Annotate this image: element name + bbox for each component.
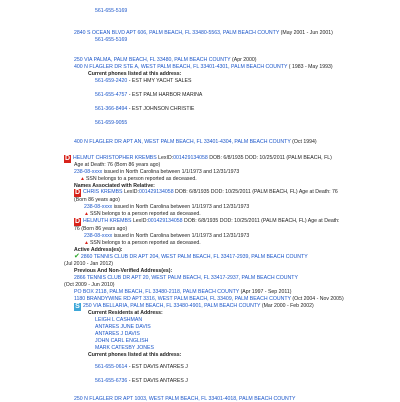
address-dates: (Jul 2010 - Jan 2012) xyxy=(64,261,114,267)
address-dates: (Mar 2000 - Feb 2002) xyxy=(261,303,314,309)
address-dates: (Apr 2000) xyxy=(232,57,257,63)
resident-link[interactable]: MARK CATESBY JONES xyxy=(95,345,154,351)
address-link[interactable]: 400 N FLAGLER DR APT AN, WEST PALM BEACH, FL 33401-4304, PALM BEACH COUNTY xyxy=(74,139,291,145)
address-link[interactable]: 2866 TENNIS CLUB DR APT 20, WEST PALM BEACH, FL 33417-2937, PALM BEACH COUNTY xyxy=(74,275,298,281)
address-link[interactable]: 1180 BRANDYWINE RD APT 3316, WEST PALM BEACH, FL 33409, PALM BEACH COUNTY xyxy=(74,296,291,302)
lexid-label: LexID: xyxy=(123,189,139,195)
address-link[interactable]: PO BOX 2118, PALM BEACH, FL 33480-2118, PALM BEACH COUNTY xyxy=(74,289,240,295)
ssn-link[interactable]: 238-08-xxxx xyxy=(74,169,103,175)
ssn-note: SSN belongs to a person reported as deceased. xyxy=(89,240,201,246)
address-dates: (Oct 2009 - Jun 2010) xyxy=(64,282,115,288)
phone-link[interactable]: 561-655-5169 xyxy=(95,37,128,43)
active-addresses-header: Active Address(es): xyxy=(74,247,123,253)
lexid-link[interactable]: 001429134058 xyxy=(173,155,208,161)
address-dates: (May 2001 - Jun 2001) xyxy=(280,30,333,36)
phones-header: Current phones listed at this address: xyxy=(88,71,182,77)
address-link[interactable]: 250 VIA PALMA, PALM BEACH, FL 33480, PALM BEACH COUNTY xyxy=(74,57,231,63)
phone-owner: - EST HMY YACHT SALES xyxy=(128,78,192,84)
ssn-issued: issued in North Carolina between 1/1/1973 and 12/31/1973 xyxy=(103,169,240,175)
person-name-link[interactable]: HELMUT CHRISTOPHER KREMBS xyxy=(73,155,157,161)
deceased-badge-icon: D xyxy=(74,218,81,225)
phone-owner: - EST DAVIS ANTARES J xyxy=(128,378,188,384)
age-at-death: 76 (Born 86 years ago) xyxy=(74,226,128,232)
person-details: DOB: 6/8/1935 DOD: 10/25/2011 (PALM BEACH, FL) Age at Death: 76 xyxy=(175,189,338,195)
phone-owner: - EST PALM HARBOR MARINA xyxy=(128,92,203,98)
phone-owner: - EST DAVIS ANTARES J xyxy=(128,364,188,370)
resident-link[interactable]: ANTARES J DAVIS xyxy=(95,331,140,337)
lexid-link[interactable]: 001429134058 xyxy=(147,218,183,224)
ssn-link[interactable]: 238-08-xxxx xyxy=(84,233,113,239)
address-link[interactable]: 250 VIA BELLARIA, PALM BEACH, FL 33480-4901, PALM BEACH COUNTY xyxy=(83,303,261,309)
person-details: DOB: 6/8/1935 DOD: 10/25/2011 (PALM BEACH, FL) xyxy=(209,155,332,161)
person-name-link[interactable]: CHRIS KREMBS xyxy=(83,189,123,195)
warning-flag-icon: ▲ xyxy=(84,211,89,217)
phone-link[interactable]: 561-366-8494 xyxy=(95,106,128,112)
phone-link[interactable]: 561-655-6736 xyxy=(95,378,128,384)
address-dates: (Oct 1994) xyxy=(292,139,317,145)
s-badge-icon: S xyxy=(75,303,80,310)
address-link[interactable]: 2860 TENNIS CLUB DR APT 204, WEST PALM BEACH, FL 33417-2939, PALM BEACH COUNTY xyxy=(80,254,308,260)
warning-flag-icon: ▲ xyxy=(84,240,89,246)
lexid-label: LexID: xyxy=(158,155,174,161)
address-dates: (Oct 2004 - Nov 2005) xyxy=(292,296,344,302)
age-at-death: Age at Death: 76 (Born 86 years ago) xyxy=(74,162,161,168)
phone-owner: - EST JOHNSON CHRISTIE xyxy=(128,106,195,112)
phone-link[interactable]: 561-655-5169 xyxy=(95,8,128,14)
phone-link[interactable]: 561-659-9055 xyxy=(95,120,128,126)
resident-link[interactable]: LEIGH L CASHMAN xyxy=(95,317,143,323)
address-link[interactable]: 2840 S OCEAN BLVD APT 606, PALM BEACH, FL 33480-5563, PALM BEACH COUNTY xyxy=(74,30,280,36)
resident-link[interactable]: ANTARES JUNE DAVIS xyxy=(95,324,151,330)
age-at-death: (Born 86 years ago) xyxy=(74,197,120,203)
address-link[interactable]: 400 N FLAGLER DR STE A, WEST PALM BEACH, FL 33401-4301, PALM BEACH COUNTY xyxy=(74,64,288,70)
phone-link[interactable]: 561-659-2420 xyxy=(95,78,128,84)
phone-link[interactable]: 561-655-4757 xyxy=(95,92,128,98)
deceased-badge-icon: D xyxy=(74,189,81,196)
ssn-issued: issued in North Carolina between 1/1/1973 and 12/31/1973 xyxy=(113,204,250,210)
address-link[interactable]: 250 N FLAGLER DR APT 1003, WEST PALM BEACH, FL 33401-4018, PALM BEACH COUNTY xyxy=(74,396,296,402)
previous-addresses-header: Previous And Non-Verified Address(es): xyxy=(74,268,173,274)
relatives-header: Names Associated with Relative: xyxy=(74,183,155,189)
ssn-issued: issued in North Carolina between 1/1/1973 and 12/31/1973 xyxy=(113,233,250,239)
person-name-link[interactable]: HELMUTH KREMBS xyxy=(83,218,132,224)
residents-header: Current Residents at Address: xyxy=(88,310,163,316)
phone-link[interactable]: 561-655-0614 xyxy=(95,364,128,370)
person-details: DOB: 6/8/1935 DOD: 10/25/2011 (PALM BEACH, FL) Age at Death: xyxy=(183,218,340,224)
warning-flag-icon: ▲ xyxy=(80,176,85,182)
resident-link[interactable]: JOHN CARL ENGLISH xyxy=(95,338,149,344)
ssn-note: SSN belongs to a person reported as deceased. xyxy=(89,211,201,217)
lexid-label: LexID: xyxy=(132,218,148,224)
address-dates: ( 1983 - May 1993) xyxy=(288,64,333,70)
ssn-link[interactable]: 238-08-xxxx xyxy=(84,204,113,210)
ssn-note: SSN belongs to a person reported as deceased. xyxy=(85,176,197,182)
address-dates: (Apr 1997 - Sep 2011) xyxy=(240,289,292,295)
phones-header: Current phones listed at this address: xyxy=(88,352,182,358)
deceased-badge-icon: D xyxy=(64,155,71,162)
verified-check-icon: ✔ xyxy=(74,253,80,260)
lexid-link[interactable]: 001429134058 xyxy=(138,189,174,195)
